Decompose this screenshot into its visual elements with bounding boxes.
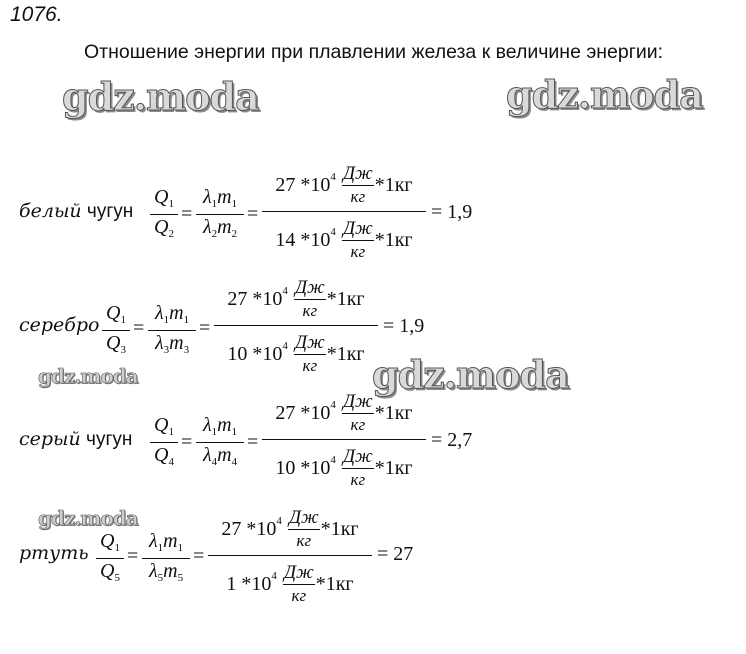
- lambda-m-fraction: $\lambda_1m_1$ $\lambda_5m_5$: [142, 530, 190, 586]
- energy-fraction: 27 * 10 $^4$ Дж кг * 1кг 1 * 10 $^4$ Дж кг * 1кг: [208, 504, 372, 612]
- watermark-logo: gdz.moda: [62, 74, 259, 119]
- lambda-m-fraction: $\lambda_1m_1$ $\lambda_2m_2$: [196, 186, 244, 242]
- problem-number: 1076.: [10, 3, 63, 26]
- q-ratio-fraction: $Q_1$ $Q_4$: [150, 414, 178, 470]
- watermark-logo: gdz.moda: [38, 364, 138, 388]
- material-label: ртуть: [19, 542, 89, 564]
- q-ratio-fraction: $Q_1$ $Q_2$: [150, 186, 178, 242]
- energy-fraction: 27 * 10 $^4$ Дж кг * 1кг 10 * 10 $^4$ Дж кг * 1кг: [214, 274, 378, 382]
- q-ratio-fraction: $Q_1$ $Q_3$: [102, 302, 130, 358]
- energy-fraction: 27 * 10 $^4$ Дж кг * 1кг 14 * 10 $^4$ Дж кг * 1кг: [262, 160, 426, 268]
- material-label: серебро: [19, 314, 100, 336]
- lambda-m-fraction: $\lambda_1m_1$ $\lambda_4m_4$: [196, 414, 244, 470]
- q-ratio-fraction: $Q_1$ $Q_5$: [96, 530, 124, 586]
- intro-text: Отношение энергии при плавлении железа к величине энергии:: [84, 41, 664, 63]
- watermark-logo: gdz.moda: [372, 352, 569, 397]
- lambda-m-fraction: $\lambda_1m_1$ $\lambda_3m_3$: [148, 302, 196, 358]
- energy-fraction: 27 * 10 $^4$ Дж кг * 1кг 10 * 10 $^4$ Дж кг * 1кг: [262, 388, 426, 496]
- material-label: белый чугун: [19, 200, 134, 222]
- watermark-logo: gdz.moda: [38, 506, 138, 530]
- watermark-logo: gdz.moda: [506, 72, 703, 117]
- material-label: серый чугун: [19, 428, 133, 450]
